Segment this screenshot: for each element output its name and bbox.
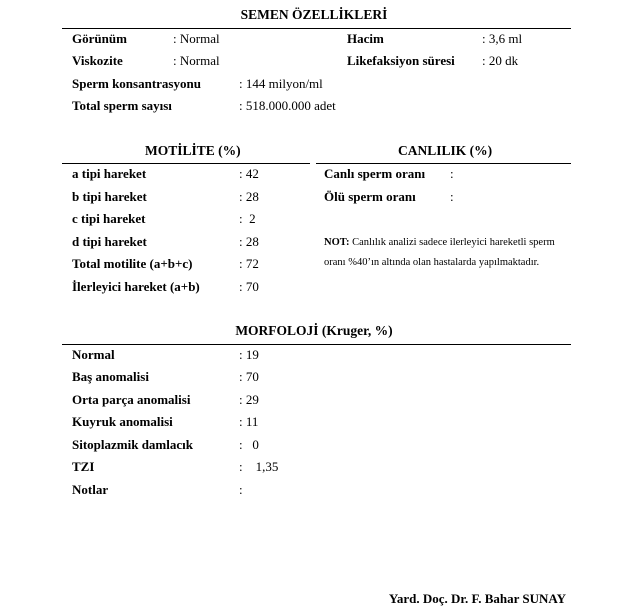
morfoloji-row-bas-value: : 70 — [239, 369, 259, 384]
motilite-row-a-label: a tipi hareket — [72, 166, 147, 181]
motilite-row-b-value: : 28 — [239, 189, 259, 204]
canlilik-note-line1 — [324, 236, 555, 249]
morfoloji-section-title: MORFOLOJİ (Kruger, %) — [235, 323, 393, 338]
morfoloji-row-notlar-label: Notlar — [72, 482, 109, 497]
morfoloji-row-bas-label: Baş anomalisi — [72, 369, 149, 384]
canlilik-note-line2: oranı %40’ın altında olan hastalarda yapılmaktadır. — [324, 257, 540, 268]
morfoloji-row-orta-value: : 29 — [239, 392, 259, 407]
semen-title-rule — [62, 28, 571, 29]
canlilik-title-rule — [316, 163, 571, 164]
olu-value: : — [450, 189, 454, 204]
morfoloji-row-normal-label: Normal — [72, 347, 115, 362]
canli-label: Canlı sperm oranı — [324, 166, 426, 181]
likefaksiyon-label: Likefaksiyon süresi — [347, 53, 455, 68]
hacim-label: Hacim — [347, 31, 384, 46]
motilite-title-rule — [62, 163, 310, 164]
morfoloji-row-kuyruk-label: Kuyruk anomalisi — [72, 414, 173, 429]
total-sayi-label: Total sperm sayısı — [72, 98, 172, 113]
morfoloji-row-normal-value: : 19 — [239, 347, 259, 362]
viskozite-value: : Normal — [173, 53, 220, 68]
viskozite-label: Viskozite — [72, 53, 123, 68]
signature: Yard. Doç. Dr. F. Bahar SUNAY — [388, 591, 566, 606]
motilite-row-total-value: : 72 — [239, 256, 259, 271]
canlilik-section-title: CANLILIK (%) — [398, 143, 493, 158]
morfoloji-row-tzi-value: : 1,35 — [239, 459, 279, 474]
morfoloji-row-orta-label: Orta parça anomalisi — [72, 392, 191, 407]
morfoloji-row-notlar-value: : — [239, 482, 243, 497]
note-text-line1: Canlılık analizi sadece ilerleyici hareketli sperm — [349, 237, 555, 248]
total-sayi-value: : 518.000.000 adet — [239, 98, 336, 113]
likefaksiyon-value: : 20 dk — [482, 53, 519, 68]
motilite-section-title: MOTİLİTE (%) — [145, 143, 241, 158]
motilite-row-b-label: b tipi hareket — [72, 189, 147, 204]
gorunum-value: : Normal — [173, 31, 220, 46]
motilite-row-ilerleyici-value: : 70 — [239, 279, 259, 294]
canli-value: : — [450, 166, 454, 181]
olu-label: Ölü sperm oranı — [324, 189, 416, 204]
morfoloji-row-sitoplazmik-value: : 0 — [239, 437, 259, 452]
note-label: NOT: — [324, 237, 350, 248]
morfoloji-row-tzi-label: TZI — [72, 459, 95, 474]
motilite-row-total-label: Total motilite (a+b+c) — [72, 256, 193, 271]
motilite-row-c-label: c tipi hareket — [72, 211, 146, 226]
motilite-row-ilerleyici-label: İlerleyici hareket (a+b) — [72, 279, 200, 294]
konsantrasyon-value: : 144 milyon/ml — [239, 76, 323, 91]
motilite-row-d-value: : 28 — [239, 234, 259, 249]
morfoloji-row-kuyruk-value: : 11 — [239, 414, 259, 429]
motilite-row-d-label: d tipi hareket — [72, 234, 147, 249]
gorunum-label: Görünüm — [72, 31, 127, 46]
morfoloji-row-sitoplazmik-label: Sitoplazmik damlacık — [72, 437, 193, 452]
semen-section-title: SEMEN ÖZELLİKLERİ — [240, 7, 388, 22]
motilite-row-c-value: : 2 — [239, 211, 256, 226]
motilite-row-a-value: : 42 — [239, 166, 259, 181]
morfoloji-title-rule — [62, 344, 571, 345]
konsantrasyon-label: Sperm konsantrasyonu — [72, 76, 201, 91]
hacim-value: : 3,6 ml — [482, 31, 523, 46]
